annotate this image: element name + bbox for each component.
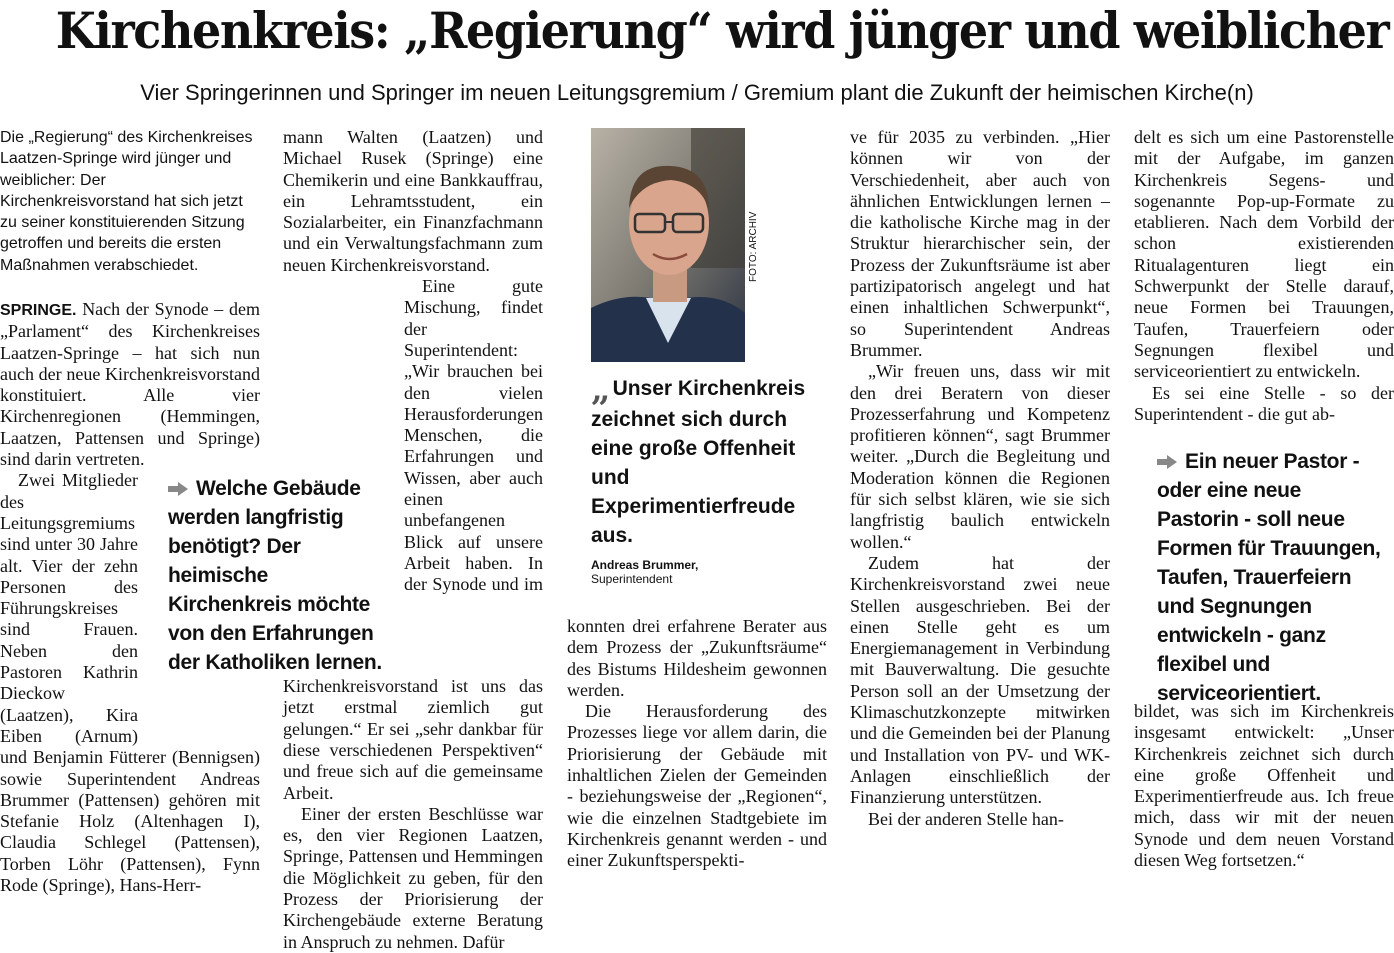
column-4 [850,127,1110,830]
column-2 [283,127,543,953]
paragraph: bildet, was sich im Kirchenkreis insgesamt entwickelt: „Unser Kirchenkreis zeichnet sich durch eine große Offenheit und Experimentierfreude aus. Ich freue mich, dass wir mit der neuen Synode und dem neuen Vorstand diesen Weg fortsetzen.“ [1134,701,1394,871]
column-5 [1134,127,1394,425]
paragraph: mann Walten (Laatzen) und Michael Rusek (Springe) eine Chemikerin und eine Bankkauffrau, ein Lehramtsstudent, ein Sozialarbeiter, ein Finanzfachmann und ein Verwaltungsfachmann zum neuen Kirchenkreisvorstand. [283,127,543,275]
pull-quote [591,370,821,550]
subheadline: Vier Springerinnen und Springer im neuen Leitungsgremium / Gremium plant die Zukunft der heimischen Kirche(n) [140,80,1254,105]
portrait-photo [591,128,745,362]
paragraph: Einer der ersten Beschlüsse war es, den vier Regionen Laatzen, Springe, Pattensen und Hemmingen die Möglichkeit zu geben, für den Prozess der Priorisierung der Kirchengebäude externe Beratung in Anspruch zu nehmen. Dafür [283,803,543,952]
lead-paragraph: Die „Regierung“ des Kirchenkreises Laatzen-Springe wird jünger und weiblicher: Der Kirchenkreisvorstand hat sich jetzt zu seiner konstituierenden Sitzung getroffen und bereits die ersten Maßnahmen verabschiedet. [0,129,253,274]
column-3 [567,616,827,872]
paragraph: delt es sich um eine Pastorenstelle mit der Aufgabe, im ganzen Kirchenkreis Segens- und sogenannte Pop-up-Formate zu etablieren. Nach dem Vorbild der schon existierenden Ritualagenturen liegt ein Schwerpunkt der Stelle darauf, neue Formen bei Trauungen, Taufen, Trauerfeiern oder Segnungen flexibel und serviceorientiert zu entwickeln. [1134,127,1394,382]
paragraph: Zudem hat der Kirchenkreisvorstand zwei neue Stellen ausgeschrieben. Bei der einen Stelle geht es um Energiemanagement in Verbindung mit Bauverwaltung. Die gesuchte Person soll an der Umsetzung der Klimaschutzkonzepte mitwirken und die Gemeinden bei der Planung und Installation von PV- und WK-Anlagen einschließlich der Finanzierung unterstützen. [850,552,1110,808]
photo-credit: FOTO: ARCHIV [748,211,759,282]
spacer [283,426,404,676]
quote-marks-icon: „ [591,370,607,410]
quote-role: Superintendent [591,572,673,586]
paragraph: Bei der anderen Stelle han- [868,808,1064,829]
paragraph: Die Herausforderung des Prozesses liege vor allem darin, die Priorisierung der Gebäude mit inhaltlichen Zielen der Gemeinden - beziehungsweise der „Regionen“, wie die einzelnen Stadtgebiete im Kirchenkreis genannt werden - und einer Zukunftsperspekti- [567,701,827,871]
paragraph: Zwei Mitglieder des Leitungsgremiums sind unter 30 Jahre alt. Vier der zehn Personen des Führungskreises sind Frauen. Neben den Pastoren Kathrin Dieckow (Laatzen), Kira Eiben (Arnum) und Benjamin Fütterer (Bennigsen) sowie Superintendent Andreas Brummer (Pattensen) gehören mit Stefanie Holz (Altenhagen I), Claudia Schlegel (Pattensen), Torben Löhr (Pattensen), Fynn Rode (Springe), Hans-Herr- [0,470,260,896]
pullquote-left-text: Welche Gebäude werden langfristig benötigt? Der heimische Kirchenkreis möchte von den Erfahrungen der Katholiken lernen. [168,477,382,674]
paragraph-text: Nach der Synode – dem „Parlament“ des Kirchenkreises Laatzen-Springe – hat sich nun auch der neue Kirchenkreisvorstand konstituiert. Alle vier Kirchenregionen (Hemmingen, Laatzen, Pattensen und Springe) sind darin vertreten. [0,299,261,470]
paragraph: konnten drei erfahrene Berater aus dem Prozess der „Zukunftsräume“ des Bistums Hildesheim gewonnen werden. [567,616,827,700]
arrow-right-icon [1157,455,1177,469]
column-5-bottom [1134,701,1394,871]
quote-attribution [591,558,698,586]
paragraph [0,299,260,470]
dateline: SPRINGE. [0,302,77,319]
pullquote-right [1157,447,1382,708]
quote-author: Andreas Brummer, [591,558,699,572]
paragraph: Es sei eine Stelle - so der Superintendent - die gut ab- [1134,382,1394,424]
paragraph: „Wir freuen uns, dass wir mit den drei Beratern von dieser Prozesserfahrung und Kompetenz profitieren können“, sagt Brummer weiter. „Durch die Begleitung und Moderation können die Regionen für sich selbst klären, wie sie sich langfristig baulich entwickeln wollen.“ [850,361,1110,552]
arrow-right-icon [168,482,188,496]
quote-text: Unser Kirchenkreis zeichnet sich durch eine große Offenheit und Experimentierfreude aus. [591,377,806,547]
pullquote-right-text: Ein neuer Pastor - oder eine neue Pastorin - soll neue Formen für Trauungen, Taufen, Trauerfeiern und Segnungen entwickeln - ganz flexibel und serviceorientiert. [1157,450,1381,705]
paragraph: Eine gute Mischung, findet der Superintendent: „Wir brauchen bei den vielen Herausforderungen Menschen, die Erfahrungen und Wissen, aber auch einen unbefangenen Blick auf unsere Arbeit haben. In der Synode und im Kirchenkreisvorstand ist uns das jetzt erstmal ziemlich gut gelungen.“ Er sei „sehr dankbar für diese verschiedenen Perspektiven“ und freue sich auf die gemeinsame Arbeit. [283,276,543,803]
headline: Kirchenkreis: „Regierung“ wird jünger und weiblicher [55,1,1389,60]
paragraph: ve für 2035 zu verbinden. „Hier können wir von der Verschiedenheit, aber auch von ähnlichen Entwicklungen lernen – die katholische Kirche mag in der Struktur hierarchischer sein, der Prozess der Zukunftsräume ist aber partizipatorisch angelegt und hat einen inhaltlichen Schwerpunkt“, so Superintendent Andreas Brummer. [850,127,1110,360]
